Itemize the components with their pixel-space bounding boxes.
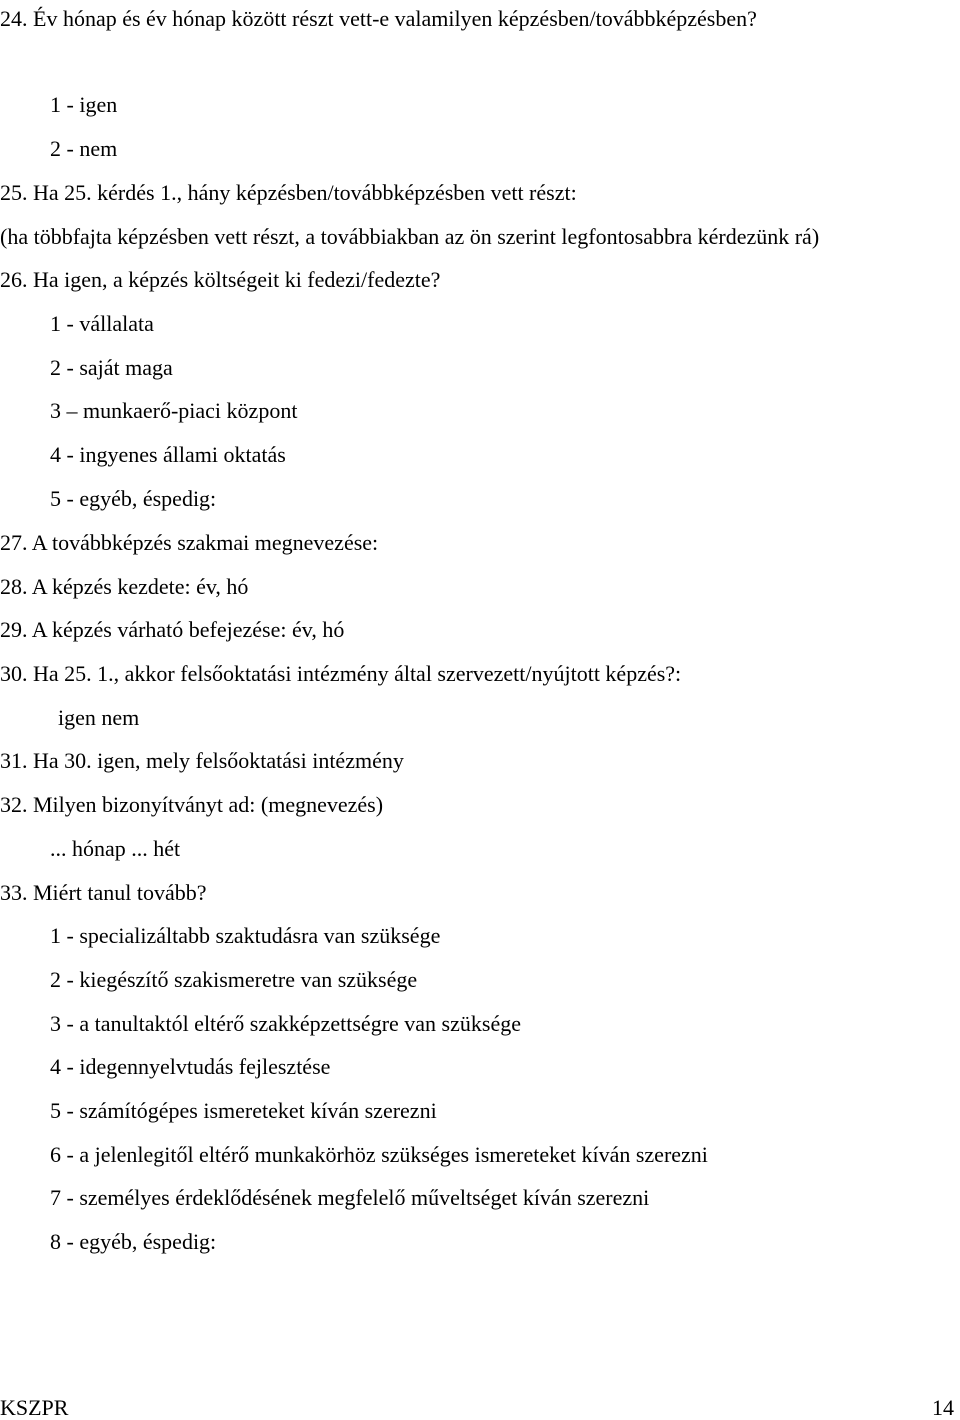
question-31: 31. Ha 30. igen, mely felsőoktatási intézmény — [0, 748, 404, 773]
question-33: 33. Miért tanul tovább? — [0, 880, 207, 905]
question-30: 30. Ha 25. 1., akkor felsőoktatási intézmény által szervezett/nyújtott képzés?: — [0, 661, 682, 686]
footer-label: KSZPR — [0, 1395, 69, 1420]
question-25: 25. Ha 25. kérdés 1., hány képzésben/továbbképzésben vett részt: — [0, 180, 577, 205]
option-26-5: 5 - egyéb, éspedig: — [50, 486, 217, 511]
question-25-note: (ha többfajta képzésben vett részt, a továbbiakban az ön szerint legfontosabbra kérdezünk rá) — [0, 224, 820, 249]
question-29: 29. A képzés várható befejezése: év, hó — [0, 617, 345, 642]
option-26-4: 4 - ingyenes állami oktatás — [50, 442, 286, 467]
question-26: 26. Ha igen, a képzés költségeit ki fedezi/fedezte? — [0, 267, 441, 292]
option-33-5: 5 - számítógépes ismereteket kíván szerezni — [50, 1098, 437, 1123]
option-24-1: 1 - igen — [50, 92, 118, 117]
option-33-7: 7 - személyes érdeklődésének megfelelő műveltséget kíván szerezni — [50, 1185, 650, 1210]
option-33-6: 6 - a jelenlegitől eltérő munkakörhöz szükséges ismereteket kíván szerezni — [50, 1142, 708, 1167]
option-33-8: 8 - egyéb, éspedig: — [50, 1229, 217, 1254]
question-32: 32. Milyen bizonyítványt ad: (megnevezés) — [0, 792, 384, 817]
option-30: igen nem — [58, 705, 140, 730]
question-28: 28. A képzés kezdete: év, hó — [0, 574, 249, 599]
option-26-1: 1 - vállalata — [50, 311, 154, 336]
option-33-3: 3 - a tanultaktól eltérő szakképzettségre van szüksége — [50, 1011, 521, 1036]
option-24-2: 2 - nem — [50, 136, 118, 161]
option-33-2: 2 - kiegészítő szakismeretre van szüksége — [50, 967, 418, 992]
option-26-3: 3 – munkaerő-piaci központ — [50, 398, 298, 423]
option-26-2: 2 - saját maga — [50, 355, 173, 380]
question-27: 27. A továbbképzés szakmai megnevezése: — [0, 530, 379, 555]
option-33-4: 4 - idegennyelvtudás fejlesztése — [50, 1054, 331, 1079]
question-24: 24. Év hónap és év hónap között részt vett-e valamilyen képzésben/továbbképzésben? — [0, 6, 757, 31]
duration-line: ... hónap ... hét — [50, 836, 181, 861]
page-number: 14 — [932, 1395, 954, 1420]
option-33-1: 1 - specializáltabb szaktudásra van szüksége — [50, 923, 441, 948]
